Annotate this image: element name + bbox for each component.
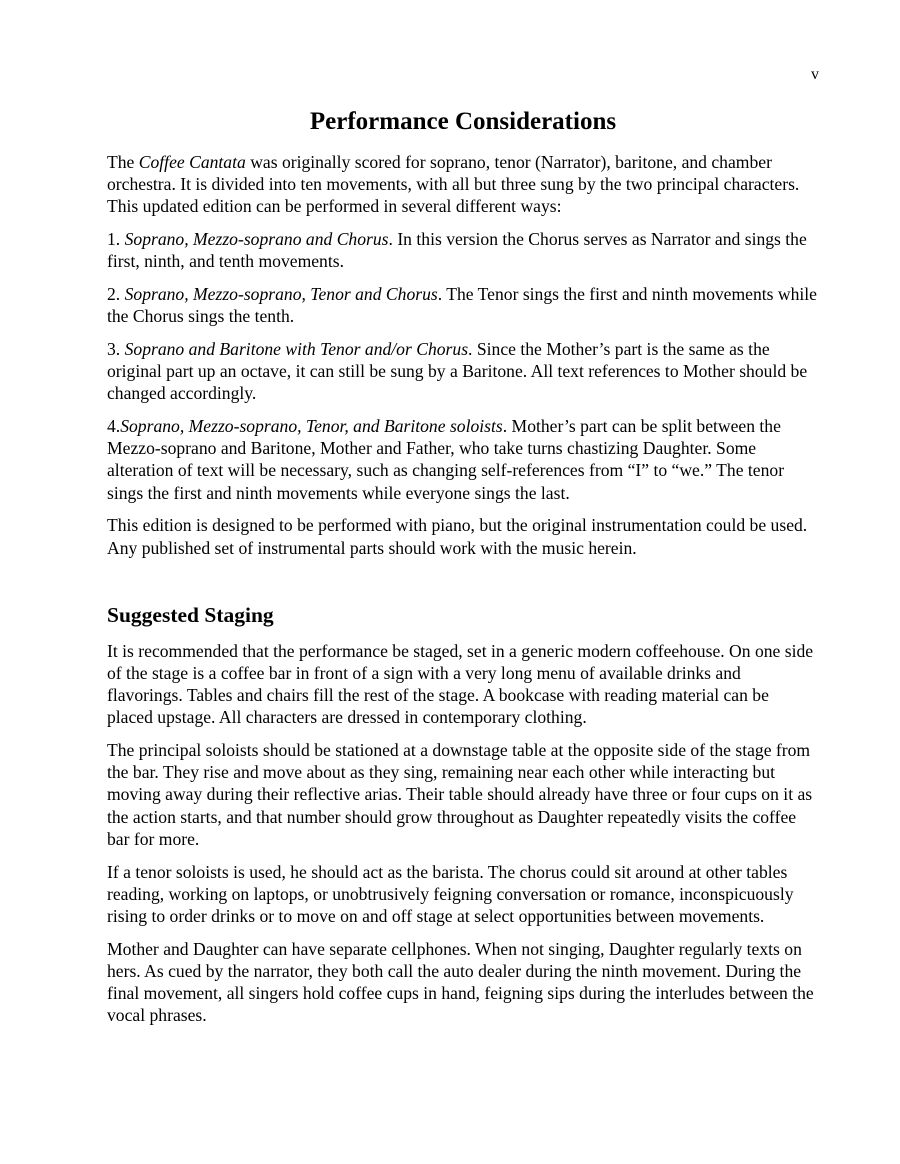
option-text: . Mother’s part can be split between the Mezzo-soprano and Baritone, Mother and Father, who take turns chastizing Daughter. Some alteration of text will be necessary, such as changing self-references from “I” to “we.” The tenor sings the first and ninth movements while everyone sings the last. xyxy=(107,416,785,503)
page-number: v xyxy=(811,66,819,83)
option-1-paragraph xyxy=(107,228,819,272)
intro-paragraph xyxy=(107,151,819,218)
option-4-paragraph xyxy=(107,415,819,504)
staging-paragraph: It is recommended that the performance be staged, set in a generic modern coffeehouse. On one side of the stage is a coffee bar in front of a sign with a very long menu of available drinks and flavorings. Tables and chairs fill the rest of the stage. A bookcase with reading material can be placed upstage. All characters are dressed in contemporary clothing. xyxy=(107,640,814,728)
page-title: Performance Considerations xyxy=(309,108,617,135)
document-body xyxy=(107,106,819,1037)
option-title: Soprano and Baritone with Tenor and/or Chorus xyxy=(124,338,469,359)
option-number: 4. xyxy=(107,416,121,437)
option-number: 3. xyxy=(107,338,125,359)
option-number: 1. xyxy=(107,229,125,250)
piano-note-paragraph: This edition is designed to be performed with piano, but the original instrumentation could be used. Any published set of instrumental parts should work with the music herein. xyxy=(107,515,808,558)
option-text: . The Tenor sings the first and ninth movements while the Chorus sings the tenth. xyxy=(107,284,817,327)
section-heading-staging: Suggested Staging xyxy=(107,602,274,627)
option-text: . In this version the Chorus serves as Narrator and sings the first, ninth, and tenth movements. xyxy=(107,229,807,272)
option-3-paragraph xyxy=(107,338,819,405)
intro-text-end: was originally scored for soprano, tenor (Narrator), baritone, and chamber orchestra. It is divided into ten movements, with all but three sung by the two principal characters. This updated edition can be performed in several different ways: xyxy=(107,152,800,217)
option-title: Soprano, Mezzo-soprano and Chorus xyxy=(124,229,389,250)
option-title: Soprano, Mezzo-soprano, Tenor, and Baritone soloists xyxy=(120,416,503,437)
staging-paragraph: If a tenor soloists is used, he should act as the barista. The chorus could sit around at other tables reading, working on laptops, or unobtrusively feigning conversation or romance, inconspicuously rising to order drinks or to move on and off stage at select opportunities between movements. xyxy=(107,861,794,926)
intro-text-start: The xyxy=(107,152,139,172)
option-number: 2. xyxy=(107,284,125,305)
staging-paragraph: Mother and Daughter can have separate cellphones. When not singing, Daughter regularly texts on hers. As cued by the narrator, they both call the auto dealer during the ninth movement. During the final movement, all singers hold coffee cups in hand, feigning sips during the interludes between the vocal phrases. xyxy=(107,938,814,1026)
option-2-paragraph xyxy=(107,283,819,327)
option-title: Soprano, Mezzo-soprano, Tenor and Chorus xyxy=(124,284,438,305)
option-text: . Since the Mother’s part is the same as the original part up an octave, it can still be sung by a Baritone. All text references to Mother should be changed accordingly. xyxy=(107,338,808,404)
staging-paragraph: The principal soloists should be stationed at a downstage table at the opposite side of the stage from the bar. They rise and move about as they sing, remaining near each other while interacting but moving away during their reflective arias. Their table should already have three or four cups on it as the action starts, and that number should grow throughout as Daughter repeatedly visits the coffee bar for more. xyxy=(107,740,813,849)
work-title: Coffee Cantata xyxy=(138,152,246,172)
